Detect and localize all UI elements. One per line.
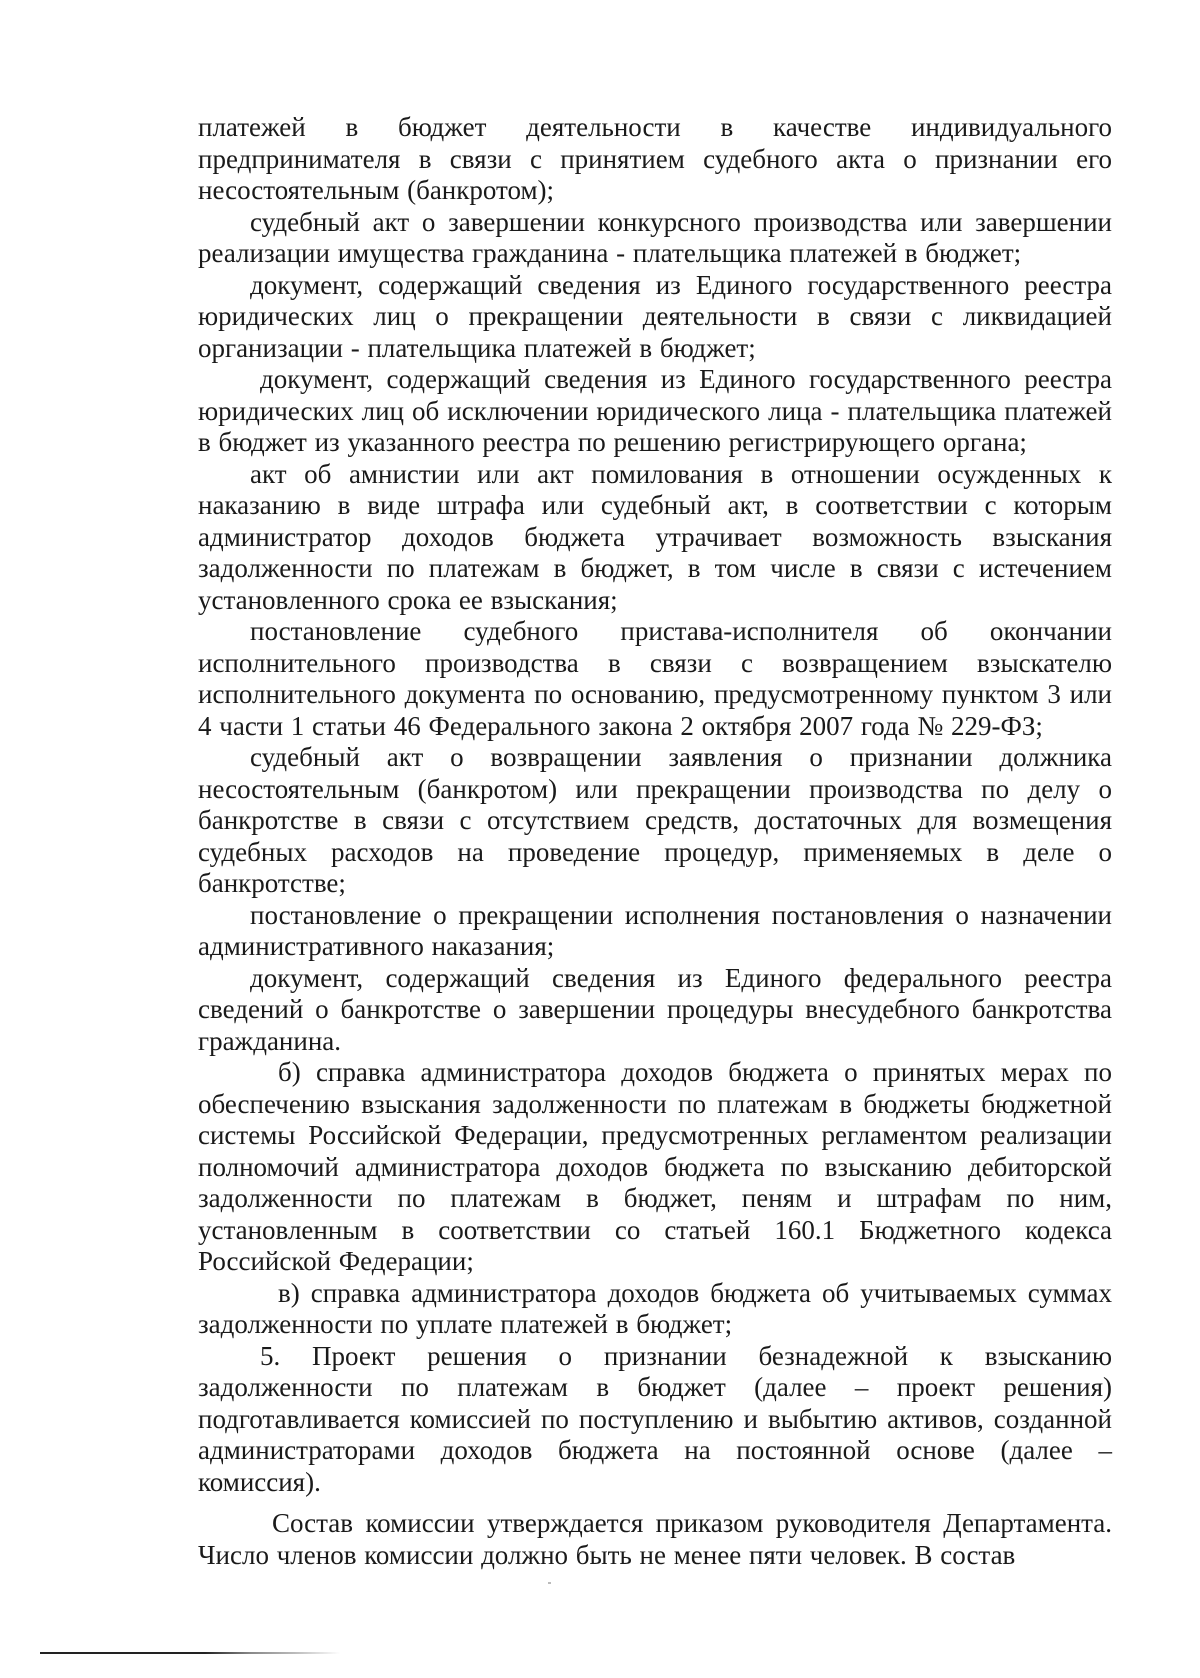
paragraph-commission-composition: Состав комиссии утверждается приказом руководителя Департамента. Число членов комиссии должно быть не менее пяти человек. В состав <box>198 1508 1112 1570</box>
paragraph-item-v: в) справка администратора доходов бюджета об учитываемых суммах задолженности по уплате платежей в бюджет; <box>198 1277 1112 1339</box>
document-body <box>198 112 1112 1571</box>
scan-artifact-dot <box>548 1582 551 1584</box>
paragraph-termination-resolution: постановление о прекращении исполнения постановления о назначении административного наказания; <box>198 899 1112 961</box>
scan-artifact-line <box>40 1652 340 1654</box>
paragraph-court-act-completion: судебный акт о завершении конкурсного производства или завершении реализации имущества гражданина - плательщика платежей в бюджет; <box>198 206 1112 268</box>
paragraph-efrsb-procedure: документ, содержащий сведения из Единого федерального реестра сведений о банкротстве о завершении процедуры внесудебного банкротства гражданина. <box>198 962 1112 1056</box>
paragraph-continuation: платежей в бюджет деятельности в качестве индивидуального предпринимателя в связи с принятием судебного акта о признании его несостоятельным (банкротом); <box>198 112 1112 205</box>
paragraph-item-b: б) справка администратора доходов бюджета о принятых мерах по обеспечению взыскания задолженности по платежам в бюджеты бюджетной системы Российской Федерации, предусмотренных регламентом реализации полномочий администратора доходов бюджета по взысканию дебиторской задолженности по платежам в бюджет, пеням и штрафам по ним, установленным в соответствии со статьей 160.1 Бюджетного кодекса Российской Федерации; <box>198 1057 1112 1276</box>
paragraph-bankruptcy-return: судебный акт о возвращении заявления о признании должника несостоятельным (банкротом) или прекращении производства по делу о банкротстве в связи с отсутствием средств, достаточных для возмещения судебных расходов на проведение процедур, применяемых в деле о банкротстве; <box>198 742 1112 898</box>
paragraph-bailiff-resolution: постановление судебного пристава-исполнителя об окончании исполнительного производства в связи с возвращением взыскателю исполнительного документа по основанию, предусмотренному пунктом 3 или 4 части 1 статьи 46 Федерального закона 2 октября 2007 года № 229-ФЗ; <box>198 616 1112 741</box>
paragraph-egrul-exclusion: документ, содержащий сведения из Единого государственного реестра юридических лиц об исключении юридического лица - плательщика платежей в бюджет из указанного реестра по решению регистрирующего органа; <box>198 364 1112 457</box>
paragraph-item-5: 5. Проект решения о признании безнадежной к взысканию задолженности по платежам в бюджет (далее – проект решения) подготавливается комиссией по поступлению и выбытию активов, созданной администраторами доходов бюджета на постоянной основе (далее – комиссия). <box>198 1340 1112 1497</box>
paragraph-amnesty-act: акт об амнистии или акт помилования в отношении осужденных к наказанию в виде штрафа или судебный акт, в соответствии с которым администратор доходов бюджета утрачивает возможность взыскания задолженности по платежам в бюджет, в том числе в связи с истечением установленного срока ее взыскания; <box>198 458 1112 615</box>
paragraph-egrul-liquidation: документ, содержащий сведения из Единого государственного реестра юридических лиц о прекращении деятельности в связи с ликвидацией организации - плательщика платежей в бюджет; <box>198 269 1112 363</box>
